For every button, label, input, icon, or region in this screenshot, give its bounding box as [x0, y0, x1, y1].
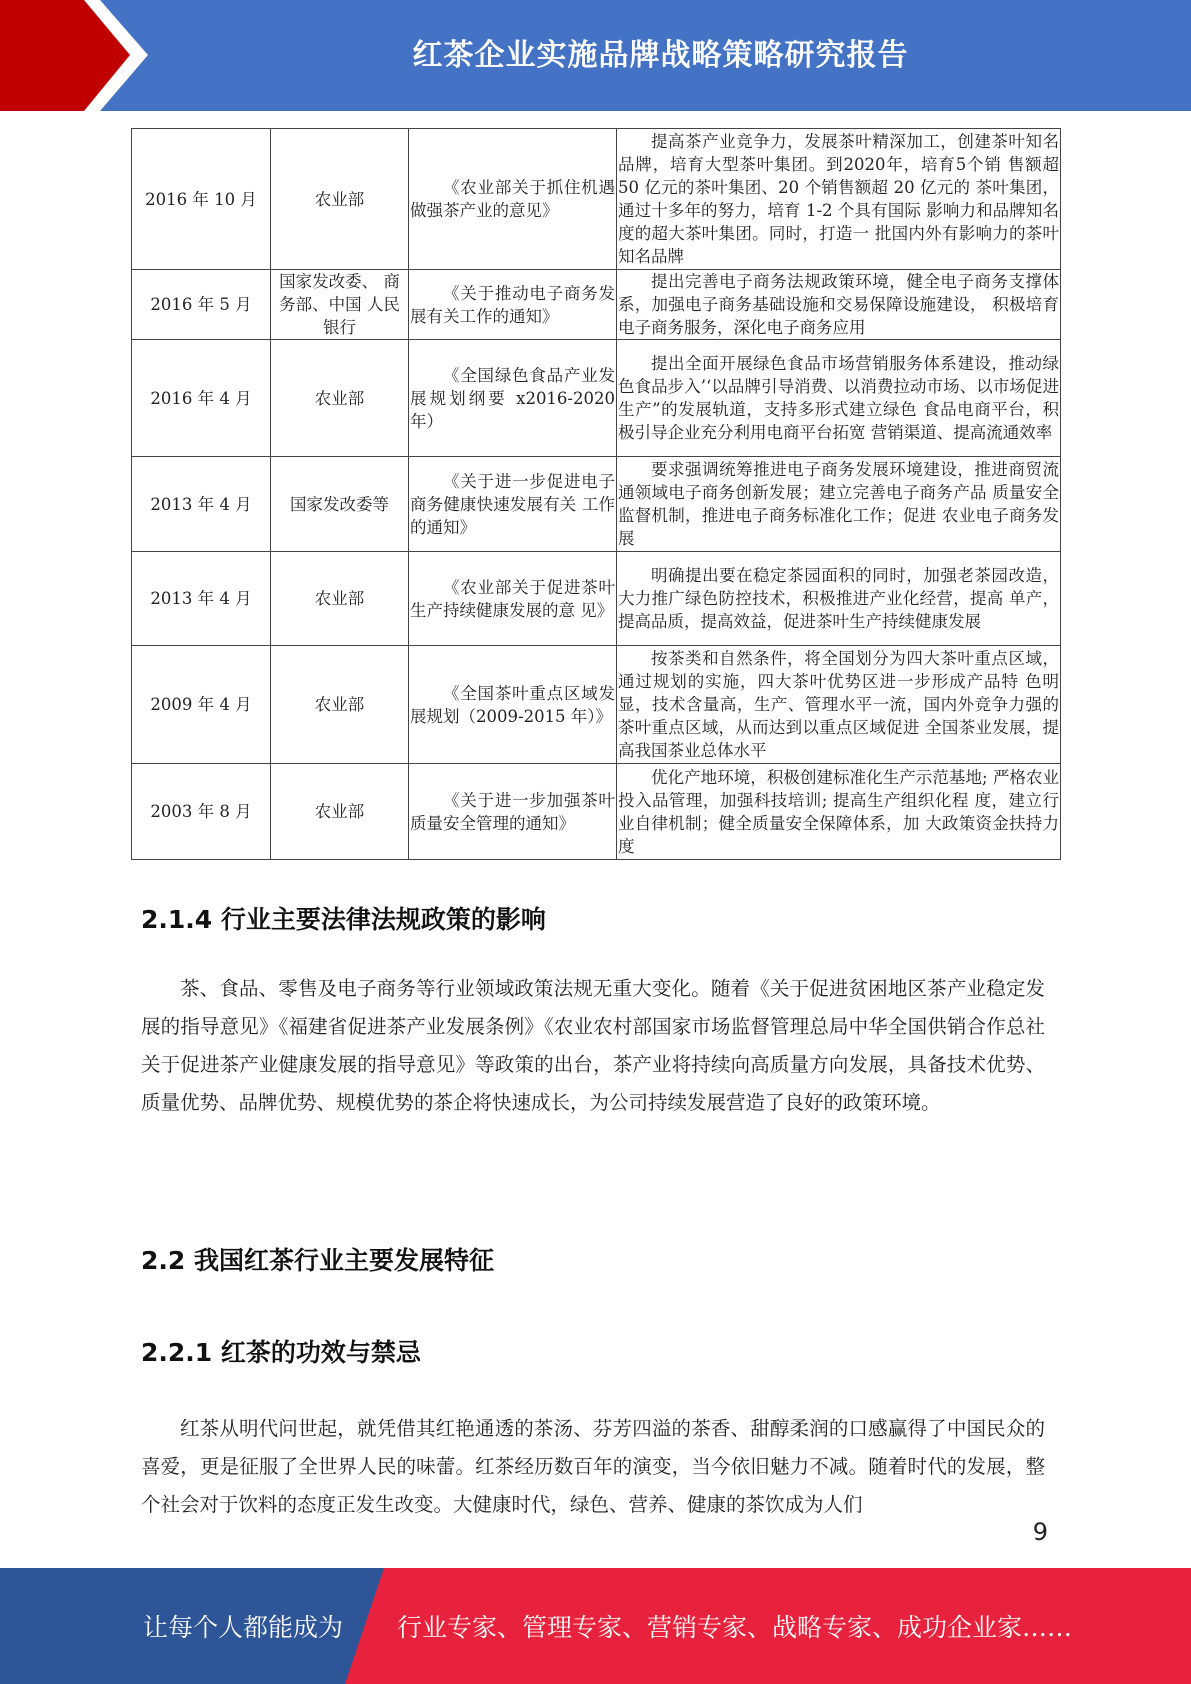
- table-row: [132, 129, 1061, 270]
- policy-department-cell: 国家发改委、 商务部、中国 人民银行: [271, 270, 409, 340]
- policy-department-cell: 农业部: [271, 552, 409, 646]
- footer-slogan-left: 让每个人都能成为: [143, 1613, 344, 1642]
- policy-date-cell: 2013 年 4 月: [132, 457, 271, 552]
- policy-document-cell: 《关于进一步促进电子 商务健康快速发展有关 工作的通知》: [409, 457, 617, 552]
- policy-department-cell: 农业部: [271, 764, 409, 860]
- policy-department-cell: 农业部: [271, 646, 409, 764]
- policy-department-cell: 农业部: [271, 340, 409, 457]
- policy-date-cell: 2009 年 4 月: [132, 646, 271, 764]
- table-row: [132, 340, 1061, 457]
- policy-date-cell: 2016 年 10 月: [132, 129, 271, 270]
- policy-content-cell: 提高茶产业竞争力，发展茶叶精深加工，创建茶叶知名品牌，培育大型茶叶集团。到2020年，培育5个销 售额超 50 亿元的茶叶集团、20 个销售额超 20 亿元的 茶叶集团，通过十多年的努力，培育 1-2 个具有国际 影响力和品牌知名度的超大茶叶集团。同时，打造一 批国内外有影响力的茶叶知名品牌: [617, 129, 1061, 270]
- table-row: [132, 457, 1061, 552]
- footer-slogan-right: 行业专家、管理专家、营销专家、战略专家、成功企业家……: [397, 1613, 1073, 1642]
- header-title: 红茶企业实施品牌战略策略研究报告: [412, 38, 909, 73]
- page-number: 9: [1032, 1518, 1048, 1546]
- policy-date-cell: 2016 年 5 月: [132, 270, 271, 340]
- table-row: [132, 270, 1061, 340]
- policy-content-cell: 提出完善电子商务法规政策环境，健全电子商务支撑体系，加强电子商务基础设施和交易保障设施建设， 积极培育电子商务服务，深化电子商务应用: [617, 270, 1061, 340]
- policy-content-cell: 明确提出要在稳定茶园面积的同时，加强老茶园改造， 大力推广绿色防控技术，积极推进产业化经营，提高 单产，提高品质，提高效益，促进茶叶生产持续健康发展: [617, 552, 1061, 646]
- policy-table: [131, 128, 1061, 860]
- table-row: [132, 646, 1061, 764]
- page-header: [0, 0, 1191, 111]
- policy-content-cell: 提出全面开展绿色食品市场营销服务体系建设，推动绿色食品步入’‘以品牌引导消费、以消费拉动市场、以市场促进生产”的发展轨道，支持多形式建立绿色 食品电商平台，积极引导企业充分利用电商平台拓宽 营销渠道、提高流通效率: [617, 340, 1061, 457]
- policy-content-cell: 要求强调统筹推进电子商务发展环境建设，推进商贸流通领域电子商务创新发展；建立完善电子商务产品 质量安全监督机制，推进电子商务标准化工作；促进 农业电子商务发展: [617, 457, 1061, 552]
- table-row: [132, 552, 1061, 646]
- policy-document-cell: 《农业部关于抓住机遇 做强茶产业的意见》: [409, 129, 617, 270]
- section-heading-2-2-1: 2.2.1 红茶的功效与禁忌: [141, 1338, 421, 1367]
- section-heading-2-1-4: 2.1.4 行业主要法律法规政策的影响: [141, 905, 546, 934]
- policy-document-cell: 《关于推动电子商务发 展有关工作的通知》: [409, 270, 617, 340]
- policy-content-cell: 优化产地环境，积极创建标准化生产示范基地; 严格农业投入品管理，加强科技培训; 提高生产组织化程 度，建立行业自律机制；健全质量安全保障体系，加 大政策资金扶持力度: [617, 764, 1061, 860]
- table-row: [132, 764, 1061, 860]
- section-heading-2-2: 2.2 我国红茶行业主要发展特征: [141, 1246, 494, 1275]
- policy-content-cell: 按茶类和自然条件，将全国划分为四大茶叶重点区域， 通过规划的实施，四大茶叶优势区进一步形成产品特 色明显，技术含量高，生产、管理水平一流，国内外竞争力强的茶叶重点区域，从而达到以重点区域促进 全国茶业发展，提高我国茶业总体水平: [617, 646, 1061, 764]
- policy-department-cell: 国家发改委等: [271, 457, 409, 552]
- policy-date-cell: 2013 年 4 月: [132, 552, 271, 646]
- policy-document-cell: 《全国绿色食品产业发 展规划纲要 x2016-2020 年）: [409, 340, 617, 457]
- page-footer: [0, 1568, 1191, 1684]
- policy-document-cell: 《全国茶叶重点区域发 展规划（2009-2015 年）》: [409, 646, 617, 764]
- section-paragraph-2-1-4: 茶、食品、零售及电子商务等行业领域政策法规无重大变化。随着《关于促进贫困地区茶产业稳定发展的指导意见》《福建省促进茶产业发展条例》《农业农村部国家市场监督管理总局中华全国供销合作总社关于促进茶产业健康发展的指导意见》等政策的出台，茶产业将持续向高质量方向发展，具备技术优势、质量优势、品牌优势、规模优势的茶企将快速成长，为公司持续发展营造了良好的政策环境。: [141, 977, 1045, 1114]
- policy-department-cell: 农业部: [271, 129, 409, 270]
- policy-date-cell: 2016 年 4 月: [132, 340, 271, 457]
- header-arrow-decoration: [0, 0, 160, 111]
- policy-document-cell: 《关于进一步加强茶叶 质量安全管理的通知》: [409, 764, 617, 860]
- policy-document-cell: 《农业部关于促进茶叶 生产持续健康发展的意 见》: [409, 552, 617, 646]
- section-paragraph-2-2-1: 红茶从明代问世起，就凭借其红艳通透的茶汤、芬芳四溢的茶香、甜醇柔润的口感赢得了中国民众的喜爱，更是征服了全世界人民的味蕾。红茶经历数百年的演变，当今依旧魅力不减。随着时代的发展，整个社会对于饮料的态度正发生改变。大健康时代，绿色、营养、健康的茶饮成为人们: [141, 1417, 1045, 1516]
- policy-date-cell: 2003 年 8 月: [132, 764, 271, 860]
